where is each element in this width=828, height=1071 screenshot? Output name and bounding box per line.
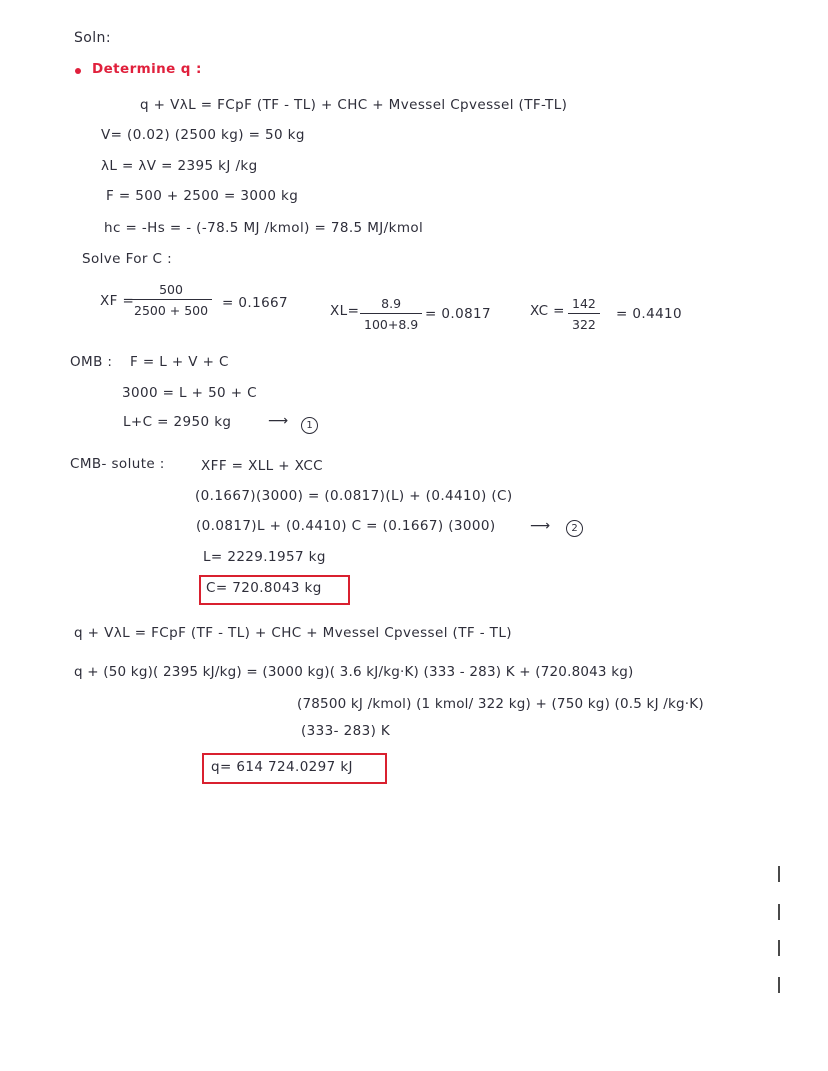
final-equation-1: q + VλL = FCpF (TF - TL) + CHC + Mvessel Cpvessel (TF - TL) bbox=[74, 625, 512, 641]
l-result: L= 2229.1957 kg bbox=[203, 549, 326, 565]
xc-denominator: 322 bbox=[572, 317, 596, 332]
margin-mark bbox=[778, 940, 780, 956]
xf-label: XF = bbox=[100, 293, 135, 309]
q-result: q= 614 724.0297 kJ bbox=[211, 759, 353, 775]
equation-marker-2: 2 bbox=[566, 520, 583, 537]
given-hc: hc = -Hs = - (-78.5 MJ /kmol) = 78.5 MJ/kmol bbox=[104, 220, 424, 236]
cmb-equation-2: (0.1667)(3000) = (0.0817)(L) + (0.4410) (C) bbox=[195, 488, 513, 504]
xf-numerator: 500 bbox=[159, 282, 183, 297]
margin-mark bbox=[778, 977, 780, 993]
xf-fraction bbox=[130, 282, 212, 318]
xl-fraction bbox=[360, 296, 422, 332]
xl-denominator: 100+8.9 bbox=[364, 317, 419, 332]
omb-equation-3: L+C = 2950 kg bbox=[123, 414, 232, 430]
solve-for-c: Solve For C : bbox=[82, 251, 173, 267]
arrow-icon: ⟶ bbox=[530, 518, 551, 534]
margin-mark bbox=[778, 904, 780, 920]
bullet-dot bbox=[75, 68, 81, 74]
section-title: Determine q : bbox=[92, 61, 202, 77]
final-equation-2: q + (50 kg)( 2395 kJ/kg) = (3000 kg)( 3.6 kJ/kg·K) (333 - 283) K + (720.8043 kg) bbox=[74, 664, 634, 680]
equation-marker-1: 1 bbox=[301, 417, 318, 434]
omb-equation-1: F = L + V + C bbox=[130, 354, 229, 370]
xl-label: XL= bbox=[330, 303, 360, 319]
xc-fraction bbox=[568, 296, 600, 332]
omb-label: OMB : bbox=[70, 354, 113, 370]
final-equation-3: (78500 kJ /kmol) (1 kmol/ 322 kg) + (750 kg) (0.5 kJ /kg·K) bbox=[297, 696, 704, 712]
given-f: F = 500 + 2500 = 3000 kg bbox=[106, 188, 299, 204]
energy-balance-equation: q + VλL = FCpF (TF - TL) + CHC + Mvessel Cpvessel (TF-TL) bbox=[140, 97, 568, 113]
cmb-label: CMB- solute : bbox=[70, 456, 165, 472]
arrow-icon: ⟶ bbox=[268, 413, 289, 429]
xc-numerator: 142 bbox=[572, 296, 596, 311]
xl-numerator: 8.9 bbox=[381, 296, 402, 311]
xc-value: = 0.4410 bbox=[616, 306, 683, 322]
given-v: V= (0.02) (2500 kg) = 50 kg bbox=[101, 127, 305, 143]
solution-heading: Soln: bbox=[74, 30, 111, 46]
given-lambda: λL = λV = 2395 kJ /kg bbox=[101, 158, 258, 174]
xf-value: = 0.1667 bbox=[222, 295, 289, 311]
xl-value: = 0.0817 bbox=[425, 306, 492, 322]
cmb-equation-1: XFF = XLL + XCC bbox=[201, 458, 323, 474]
xf-denominator: 2500 + 500 bbox=[134, 303, 209, 318]
cmb-equation-3: (0.0817)L + (0.4410) C = (0.1667) (3000) bbox=[196, 518, 496, 534]
final-equation-4: (333- 283) K bbox=[301, 723, 391, 739]
omb-equation-2: 3000 = L + 50 + C bbox=[122, 385, 257, 401]
margin-mark bbox=[778, 866, 780, 882]
c-result: C= 720.8043 kg bbox=[206, 580, 322, 596]
xc-label: XC = bbox=[530, 303, 565, 319]
